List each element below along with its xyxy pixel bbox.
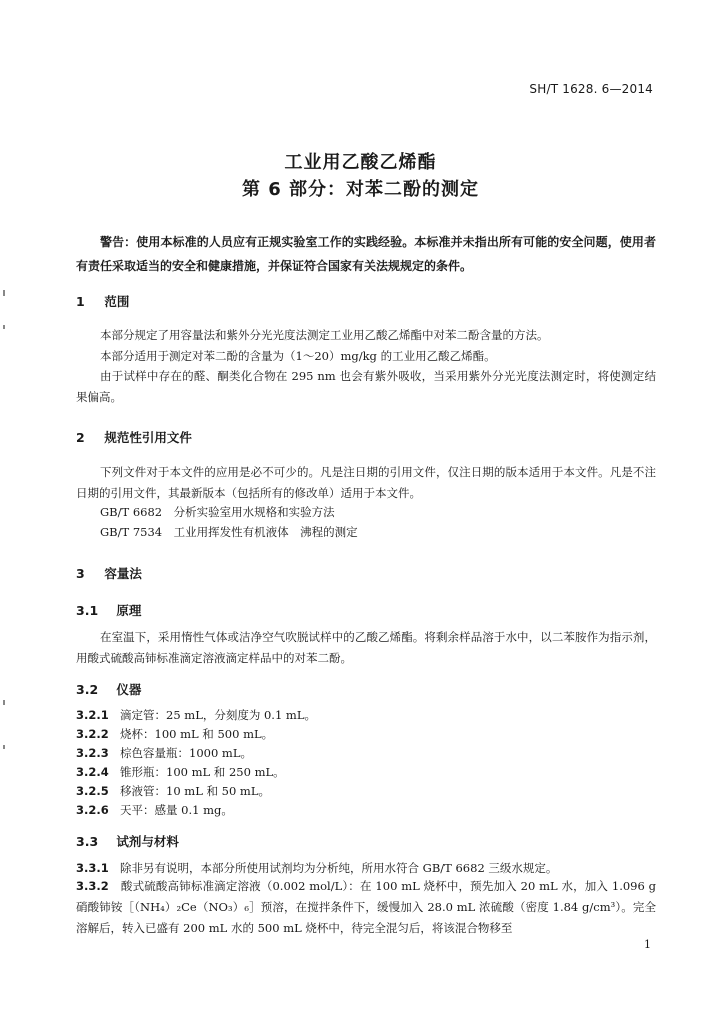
section-heading-3 (76, 564, 142, 582)
item-text: 酸式硫酸高铈标准滴定溶液（0.002 mol/L）：在 100 mL 烧杯中，预先加入 20 mL 水，加入 1.096 g 硝酸铈铵［（NH₄）₂Ce（NO₃）₆］预溶，在搅拌条件下，缓慢加入 28.0 mL 浓硫酸（密度 1.84 g/cm³）。完全溶解后，转入已盛有 200 mL 水的 500 mL 烧杯中，待完全混匀后，将该混合物移至 (76, 879, 656, 935)
item-text: 移液管：10 mL 和 50 mL。 (120, 784, 270, 798)
item-number: 3.2.4 (76, 765, 109, 779)
paragraph: 下列文件对于本文件的应用是必不可少的。凡是注日期的引用文件，仅注日期的版本适用于本文件。凡是不注日期的引用文件，其最新版本（包括所有的修改单）适用于本文件。 (76, 465, 656, 500)
item-number: 3.3.1 (76, 861, 109, 875)
list-item (76, 876, 656, 939)
list-item (76, 859, 656, 877)
item-number: 3.2.2 (76, 727, 109, 741)
list-item (76, 801, 656, 819)
paragraph: 由于试样中存在的醛、酮类化合物在 295 nm 也会有紫外吸收，当采用紫外分光光度法测定时，将使测定结果偏高。 (76, 369, 656, 404)
list-item (76, 782, 656, 800)
subsection-number: 3.1 (76, 603, 99, 618)
section-number: 2 (76, 430, 85, 445)
scan-mark (3, 290, 5, 296)
standard-code: SH/T 1628. 6—2014 (529, 82, 653, 96)
warning-paragraph: 警告：使用本标准的人员应有正规实验室工作的实践经验。本标准并未指出所有可能的安全问题，使用者有责任采取适当的安全和健康措施，并保证符合国家有关法规规定的条件。 (76, 235, 656, 273)
page-number: 1 (644, 938, 651, 951)
subsection-title: 原理 (116, 603, 142, 618)
list-item (76, 725, 656, 743)
item-text: 烧杯：100 mL 和 500 mL。 (120, 727, 274, 741)
subsection-number: 3.3 (76, 834, 99, 849)
item-text: 天平：感量 0.1 mg。 (120, 803, 233, 817)
paragraph: 本部分规定了用容量法和紫外分光光度法测定工业用乙酸乙烯酯中对苯二酚含量的方法。 (100, 328, 549, 342)
section-title: 容量法 (104, 566, 142, 581)
list-item (76, 744, 656, 762)
reference-item: GB/T 6682 分析实验室用水规格和实验方法 (100, 505, 335, 519)
item-number: 3.2.5 (76, 784, 109, 798)
section-number: 3 (76, 566, 85, 581)
item-text: 锥形瓶：100 mL 和 250 mL。 (120, 765, 285, 779)
section-title: 规范性引用文件 (104, 430, 192, 445)
section-title: 范围 (104, 294, 130, 309)
list-item (76, 706, 656, 724)
item-number: 3.2.6 (76, 803, 109, 817)
reference-item: GB/T 7534 工业用挥发性有机液体 沸程的测定 (100, 525, 358, 539)
item-number: 3.2.1 (76, 708, 109, 722)
item-text: 除非另有说明，本部分所使用试剂均为分析纯，所用水符合 GB/T 6682 三级水规定。 (120, 861, 558, 875)
item-text: 棕色容量瓶：1000 mL。 (120, 746, 252, 760)
subsection-title: 仪器 (116, 682, 142, 697)
scan-mark (3, 700, 5, 705)
subsection-heading-3-2 (76, 680, 141, 698)
section-heading-2 (76, 428, 192, 446)
subsection-heading-3-3 (76, 832, 179, 850)
paragraph: 在室温下，采用惰性气体或洁净空气吹脱试样中的乙酸乙烯酯。将剩余样品溶于水中，以二苯胺作为指示剂，用酸式硫酸高铈标准滴定溶液滴定样品中的对苯二酚。 (76, 630, 656, 665)
document-subtitle: 第 6 部分：对苯二酚的测定 (241, 179, 480, 200)
item-number: 3.2.3 (76, 746, 109, 760)
scan-mark (3, 325, 5, 329)
section-number: 1 (76, 294, 85, 309)
subsection-heading-3-1 (76, 601, 141, 619)
document-title: 工业用乙酸乙烯酯 (284, 152, 437, 173)
section-heading-1 (76, 292, 129, 310)
subsection-title: 试剂与材料 (116, 834, 179, 849)
item-text: 滴定管：25 mL，分刻度为 0.1 mL。 (120, 708, 316, 722)
scan-mark (3, 745, 5, 749)
paragraph: 本部分适用于测定对苯二酚的含量为（1～20）mg/kg 的工业用乙酸乙烯酯。 (100, 349, 496, 363)
subsection-number: 3.2 (76, 682, 99, 697)
item-number: 3.3.2 (76, 879, 109, 893)
list-item (76, 763, 656, 781)
